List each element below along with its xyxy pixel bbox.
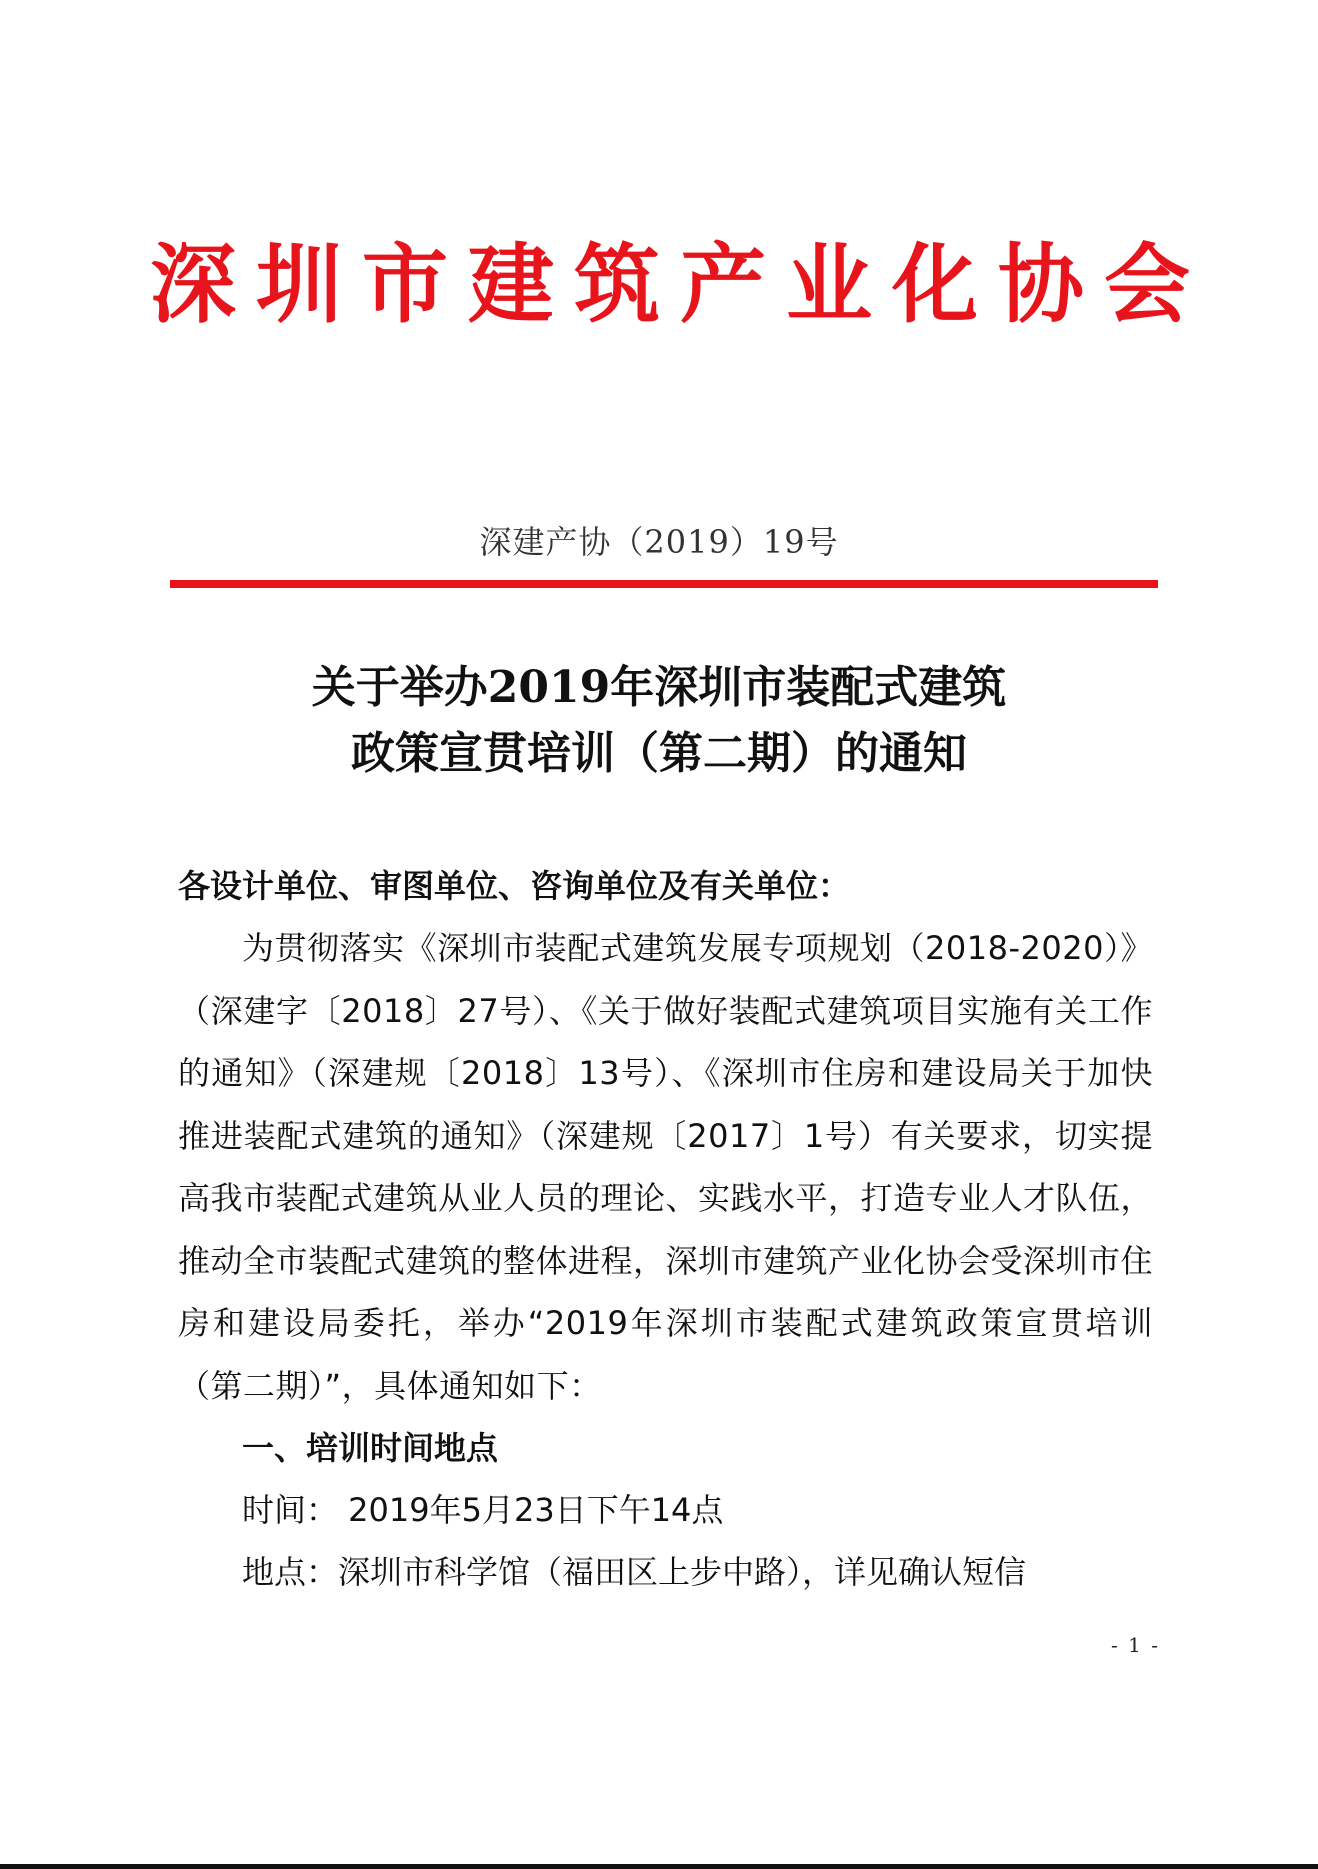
- page-number: - 1 -: [1111, 1633, 1160, 1657]
- red-divider-line: [170, 580, 1158, 588]
- notice-title-line-1: 关于举办2019年深圳市装配式建筑: [311, 662, 1007, 713]
- page-bottom-edge: [0, 1864, 1318, 1869]
- training-location: 地点：深圳市科学馆（福田区上步中路），详见确认短信: [242, 1553, 1027, 1591]
- training-time: 时间： 2019年5月23日下午14点: [242, 1491, 724, 1529]
- organization-letterhead: 深圳市建筑产业化协会: [150, 234, 1210, 335]
- intro-paragraph: 为贯彻落实《深圳市装配式建筑发展专项规划（2018-2020）》（深建字〔2018〕27号）、《关于做好装配式建筑项目实施有关工作的通知》（深建规〔2018〕13号）、《深圳市住房和建设局关于加快推进装配式建筑的通知》（深建规〔2017〕1号）有关要求，切实提高我市装配式建筑从业人员的理论、实践水平，打造专业人才队伍，推动全市装配式建筑的整体进程，深圳市建筑产业化协会受深圳市住房和建设局委托，举办“2019年深圳市装配式建筑政策宣贯培训（第二期）”，具体通知如下：: [178, 929, 1154, 1405]
- notice-body: [178, 855, 1153, 1603]
- salutation: 各设计单位、审图单位、咨询单位及有关单位：: [178, 867, 851, 905]
- notice-title-line-2: 政策宣贯培训（第二期）的通知: [351, 728, 967, 779]
- section-heading-training-time-location: 一、培训时间地点: [242, 1429, 499, 1467]
- notice-title: [150, 655, 1168, 787]
- document-number: 深建产协（2019）19号: [479, 523, 839, 561]
